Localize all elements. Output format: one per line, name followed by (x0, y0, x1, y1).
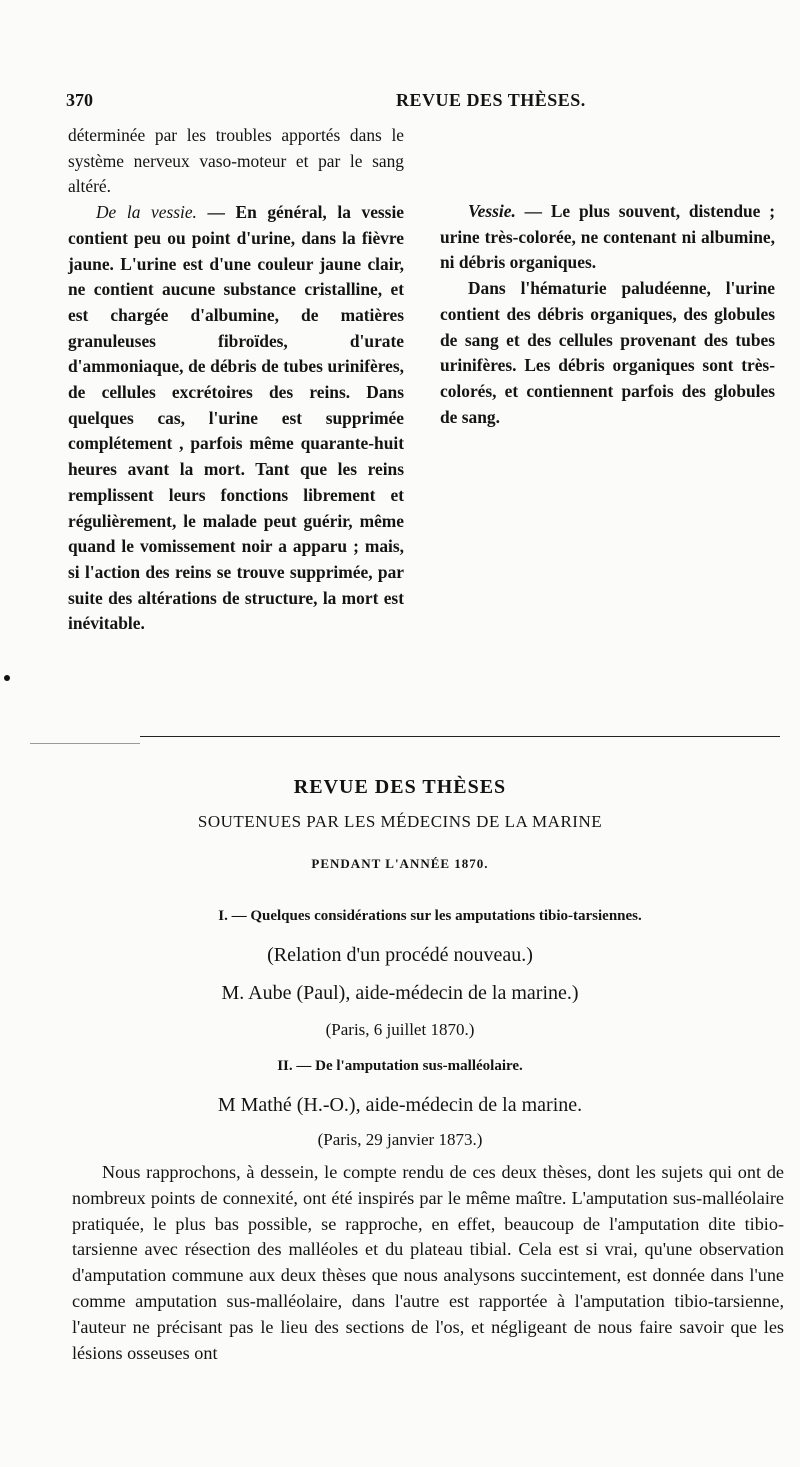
vessie-heading-right: Vessie. (468, 201, 516, 221)
body-text (72, 1160, 784, 1366)
thesis-1-title: I. — Quelques considérations sur les amputations tibio-tarsiennes. (218, 908, 642, 924)
section-subtitle: SOUTENUES PAR LES MÉDECINS DE LA MARINE (197, 812, 603, 831)
thesis-2-date: (Paris, 29 janvier 1873.) (317, 1130, 483, 1149)
section-title: REVUE DES THÈSES (293, 776, 507, 798)
left-column (68, 123, 404, 637)
thesis-1-author: M. Aube (Paul), aide-médecin de la marine.) (221, 982, 579, 1004)
right-paragraph-2: Dans l'hématurie paludéenne, l'urine contient des débris organiques, des globules de sang et des cellules provenant des tubes urinifères. Les débris organiques sont très-colorés, et contiennent parfois des globules de sang. (440, 278, 775, 427)
section-year-line: PENDANT L'ANNÉE 1870. (311, 856, 489, 871)
thesis-2-author: M Mathé (H.-O.), aide-médecin de la marine. (217, 1094, 583, 1116)
body-paragraph: Nous rapprochons, à dessein, le compte rendu de ces deux thèses, dont les sujets qui ont de nombreux points de connexité, ont été inspirés par le même maître. L'amputation sus-malléolaire pratiquée, le plus bas possible, se rapproche, en effet, beaucoup de l'amputation dite tibio-tarsienne avec résection des malléoles et du plateau tibial. Cela est si vrai, qu'une observation d'amputation commune aux deux thèses que nous analysons succintement, est donnée dans l'une comme amputation sus-malléolaire, dans l'autre est rapportée à l'amputation tibio-tarsienne, l'auteur ne précisant pas le lieu des sections de l'os, et négligeant de nous faire savoir que les lésions osseuses ont (72, 1162, 784, 1363)
right-paragraph-1 (440, 199, 775, 276)
thesis-1-date: (Paris, 6 juillet 1870.) (325, 1020, 475, 1039)
thesis-1-relation: (Relation d'un procédé nouveau.) (267, 944, 533, 966)
left-paragraph-2-text: — En général, la vessie contient peu ou point d'urine, dans la fièvre jaune. L'urine est d'une couleur jaune clair, ne contient aucune substance cristalline, et est chargée d'albumine, de matières granuleuses fibroïdes, d'urate d'ammoniaque, de débris de tubes urinifères, de cellules excrétoires des reins. Dans quelques cas, l'urine est supprimée complétement , parfois même quarante-huit heures avant la mort. Tant que les reins remplissent leurs fonctions librement et régulièrement, le malade peut guérir, même quand le vomissement noir a apparu ; mais, si l'action des reins se trouve supprimée, par suite des altérations de structure, la mort est inévitable. (68, 202, 404, 634)
left-paragraph-2 (68, 200, 404, 637)
right-paragraph-1-text: — Le plus souvent, distendue ; urine très-colorée, ne contenant ni albumine, ni débris organiques. (440, 201, 775, 273)
thesis-2-title: II. — De l'amputation sus-malléolaire. (277, 1058, 523, 1074)
page-number: 370 (66, 90, 93, 110)
divider-fade (30, 743, 140, 744)
vessie-heading: De la vessie. (96, 202, 197, 223)
margin-mark (4, 675, 10, 681)
section-divider (140, 736, 780, 737)
running-title: REVUE DES THÈSES. (396, 90, 586, 110)
page-header (66, 90, 766, 118)
left-paragraph-1: déterminée par les troubles apportés dans le système nerveux vaso-moteur et par le sang altéré. (68, 125, 404, 197)
right-column (440, 199, 775, 430)
